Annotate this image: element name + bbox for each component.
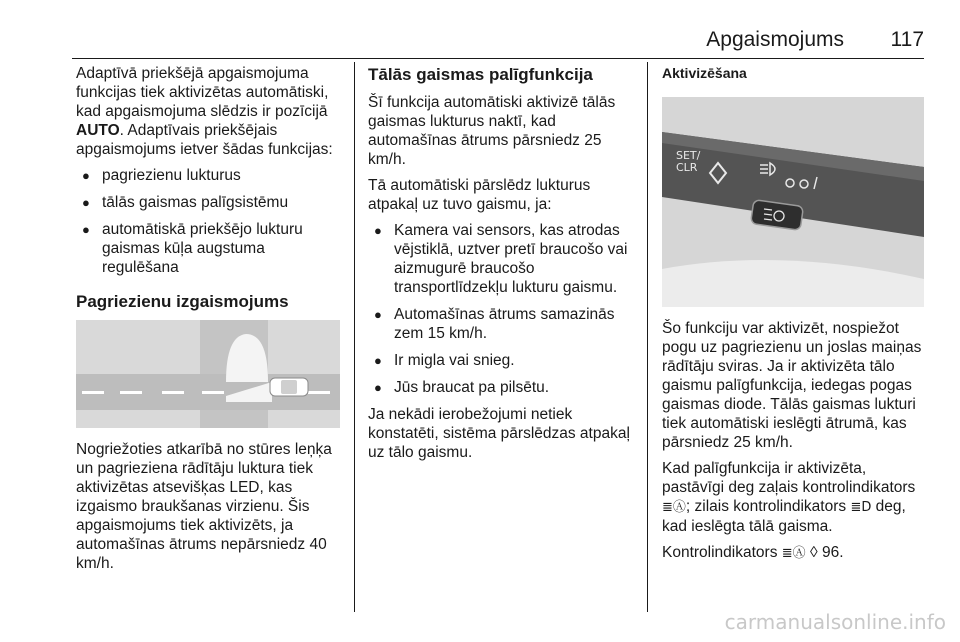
high-beam-assist-indicator-icon: ≣Ⓐ	[662, 500, 686, 515]
body-paragraph: Šī funkcija automātiski aktivizē tālās gaismas lukturus naktī, kad automašīnas ātrums pārsniedz 25 km/h.	[368, 94, 616, 168]
cornering-light-paragraph: Nogriežoties atkarībā no stūres leņķa un pagrieziena rādītāju luktura tiek aktivizētas atsevišķas LED, kas izgaismo braukšanas virzienu. Šis apgaismojums tiek aktivizēts, ja automašīnas ātrums nepārsniedz 40 km/h.	[76, 441, 332, 572]
list-item: ● Jūs braucat pa pilsētu.	[368, 378, 640, 397]
column-right	[662, 64, 932, 570]
stalk-label: SET/	[676, 149, 701, 162]
column-left	[76, 64, 344, 580]
stalk-label: CLR	[676, 161, 698, 174]
indicator-paragraph: Kad palīgfunkcija ir aktivizēta, pastāvīgi deg zaļais kontrolindikators ≣Ⓐ; zilais kontrolindikators ≣D deg, kad ieslēgta tālā gaisma.	[662, 460, 916, 535]
list-item: ● Ir migla vai snieg.	[368, 351, 640, 370]
column-divider	[647, 62, 648, 612]
reference-paragraph: Kontrolindikators ≣Ⓐ ◊ 96.	[662, 544, 844, 561]
column-middle	[368, 64, 640, 469]
high-beam-indicator-icon: ≣D	[850, 500, 872, 515]
page-header	[72, 24, 924, 59]
list-item: ● Automašīnas ātrums samazinās zem 15 km/h.	[368, 305, 640, 343]
page-reference-arrow-icon[interactable]: ◊	[809, 544, 818, 561]
page-number: 117	[890, 28, 924, 51]
function-list	[76, 166, 344, 277]
watermark: carmanualsonline.info	[724, 610, 946, 634]
body-paragraph: Ja nekādi ierobežojumi netiek konstatēti, sistēma pārslēdzas atpakaļ uz tālo gaismu.	[368, 406, 630, 461]
section-title: Apgaismojums	[706, 28, 844, 51]
high-beam-assist-indicator-icon: ≣Ⓐ	[781, 546, 806, 561]
activation-paragraph: Šo funkciju var aktivizēt, nospiežot pogu uz pagriezienu un joslas maiņas rādītāju sviras. Ja ir aktivizēta tālo gaismu palīgfunkcija, iedegas pogas gaismas diode. Tālās gaismas lukturi tiek automātiski ieslēgti ātrumā, kas pārsniedz 25 km/h.	[662, 320, 922, 451]
column-divider	[354, 62, 355, 612]
list-item: ● automātiskā priekšējo lukturu gaismas kūļa augstuma regulēšana	[76, 220, 344, 277]
cornering-light-illustration	[76, 320, 340, 428]
auto-position-label: AUTO	[76, 122, 120, 139]
list-item: ● tālās gaismas palīgsistēmu	[76, 193, 344, 212]
condition-list	[368, 221, 640, 397]
page-reference[interactable]: 96.	[817, 544, 844, 561]
list-item: ● Kamera vai sensors, kas atrodas vējstiklā, uztver pretī braucošo vai aizmugurē braucošo transportlīdzekļu lukturu gaismu.	[368, 221, 640, 297]
activation-heading: Aktivizēšana	[662, 65, 747, 81]
cornering-light-heading: Pagriezienu izgaismojums	[76, 292, 289, 311]
list-item: ● pagriezienu lukturus	[76, 166, 344, 185]
stalk-illustration	[662, 97, 924, 307]
intro-paragraph: Adaptīvā priekšējā apgaismojuma funkcijas tiek aktivizētas automātiski, kad apgaismojuma slēdzis ir pozīcijā AUTO. Adaptīvais priekšējais apgaismojums ietver šādas funkcijas:	[76, 65, 333, 158]
body-paragraph: Tā automātiski pārslēdz lukturus atpakaļ uz tuvo gaismu, ja:	[368, 177, 591, 213]
high-beam-assist-heading: Tālās gaismas palīgfunkcija	[368, 65, 593, 84]
